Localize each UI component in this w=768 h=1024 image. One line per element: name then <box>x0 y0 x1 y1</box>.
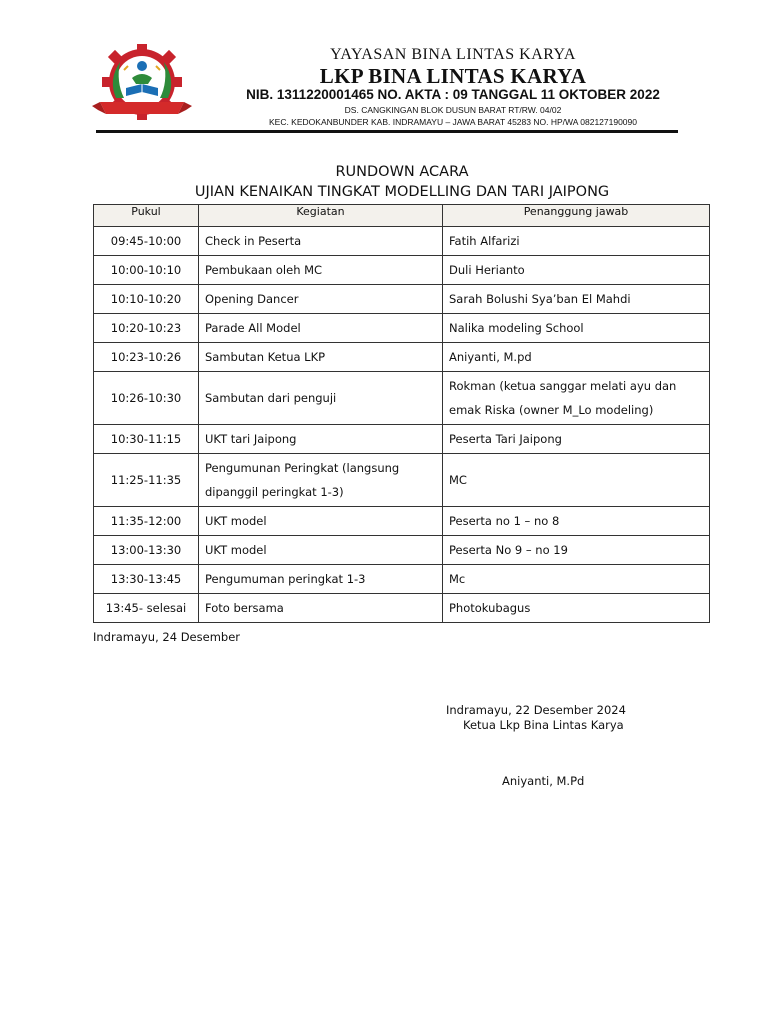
cell-person: Duli Herianto <box>443 256 710 285</box>
cell-person: Peserta Tari Jaipong <box>443 425 710 454</box>
table-row <box>94 425 710 454</box>
cell-time: 09:45-10:00 <box>94 227 199 256</box>
signatory-name: Aniyanti, M.Pd <box>502 774 585 788</box>
cell-time: 10:30-11:15 <box>94 425 199 454</box>
cell-time: 13:45- selesai <box>94 594 199 623</box>
table-row <box>94 372 710 425</box>
cell-time: 10:23-10:26 <box>94 343 199 372</box>
cell-person: Peserta no 1 – no 8 <box>443 507 710 536</box>
cell-person: Mc <box>443 565 710 594</box>
document-title: RUNDOWN ACARA <box>335 164 469 180</box>
header-kegiatan: Kegiatan <box>199 205 443 227</box>
cell-activity: UKT tari Jaipong <box>199 425 443 454</box>
header-pukul: Pukul <box>94 205 199 227</box>
cell-activity: Pengumunan Peringkat (langsung dipanggil peringkat 1-3) <box>199 454 443 507</box>
table-row <box>94 343 710 372</box>
header-penanggung-jawab: Penanggung jawab <box>443 205 710 227</box>
table-row <box>94 507 710 536</box>
address-line-2: KEC. KEDOKANBUNDER KAB. INDRAMAYU – JAWA BARAT 45283 NO. HP/WA 082127190090 <box>268 117 637 127</box>
cell-person: Photokubagus <box>443 594 710 623</box>
cell-activity: Sambutan dari penguji <box>199 372 443 425</box>
rundown-table <box>93 204 710 623</box>
registration-info: NIB. 1311220001465 NO. AKTA : 09 TANGGAL 11 OKTOBER 2022 <box>246 87 660 102</box>
table-row <box>94 314 710 343</box>
table-row <box>94 256 710 285</box>
institution-logo <box>86 40 198 128</box>
table-header-row <box>94 205 710 227</box>
cell-activity: UKT model <box>199 507 443 536</box>
address-line-1: DS. CANGKINGAN BLOK DUSUN BARAT RT/RW. 04/02 <box>344 105 562 115</box>
table-row <box>94 565 710 594</box>
cell-activity: Pengumuman peringkat 1-3 <box>199 565 443 594</box>
cell-person: Rokman (ketua sanggar melati ayu dan emak Riska (owner M_Lo modeling) <box>443 372 710 425</box>
cell-person: Sarah Bolushi Sya’ban El Mahdi <box>443 285 710 314</box>
cell-activity: Opening Dancer <box>199 285 443 314</box>
cell-time: 10:20-10:23 <box>94 314 199 343</box>
document-subtitle: UJIAN KENAIKAN TINGKAT MODELLING DAN TARI JAIPONG <box>194 184 610 200</box>
table-row <box>94 227 710 256</box>
cell-activity: Sambutan Ketua LKP <box>199 343 443 372</box>
cell-person: Peserta No 9 – no 19 <box>443 536 710 565</box>
cell-person: Aniyanti, M.pd <box>443 343 710 372</box>
cell-time: 10:00-10:10 <box>94 256 199 285</box>
cell-activity: Check in Peserta <box>199 227 443 256</box>
cell-activity: Parade All Model <box>199 314 443 343</box>
table-row <box>94 594 710 623</box>
institution-name: LKP BINA LINTAS KARYA <box>319 64 587 88</box>
cell-time: 13:30-13:45 <box>94 565 199 594</box>
place-date-left: Indramayu, 24 Desember <box>93 630 241 644</box>
cell-time: 11:35-12:00 <box>94 507 199 536</box>
cell-time: 13:00-13:30 <box>94 536 199 565</box>
cell-time: 10:26-10:30 <box>94 372 199 425</box>
cell-time: 11:25-11:35 <box>94 454 199 507</box>
table-row <box>94 454 710 507</box>
signatory-role: Ketua Lkp Bina Lintas Karya <box>463 718 624 732</box>
cell-activity: Foto bersama <box>199 594 443 623</box>
cell-person: Nalika modeling School <box>443 314 710 343</box>
cell-person: MC <box>443 454 710 507</box>
logo-emblem-icon <box>86 40 198 128</box>
place-date-right: Indramayu, 22 Desember 2024 <box>446 703 626 717</box>
table-row <box>94 536 710 565</box>
table-row <box>94 285 710 314</box>
foundation-name: YAYASAN BINA LINTAS KARYA <box>330 46 576 63</box>
cell-time: 10:10-10:20 <box>94 285 199 314</box>
cell-person: Fatih Alfarizi <box>443 227 710 256</box>
cell-activity: Pembukaan oleh MC <box>199 256 443 285</box>
letterhead-divider <box>96 130 678 133</box>
cell-activity: UKT model <box>199 536 443 565</box>
